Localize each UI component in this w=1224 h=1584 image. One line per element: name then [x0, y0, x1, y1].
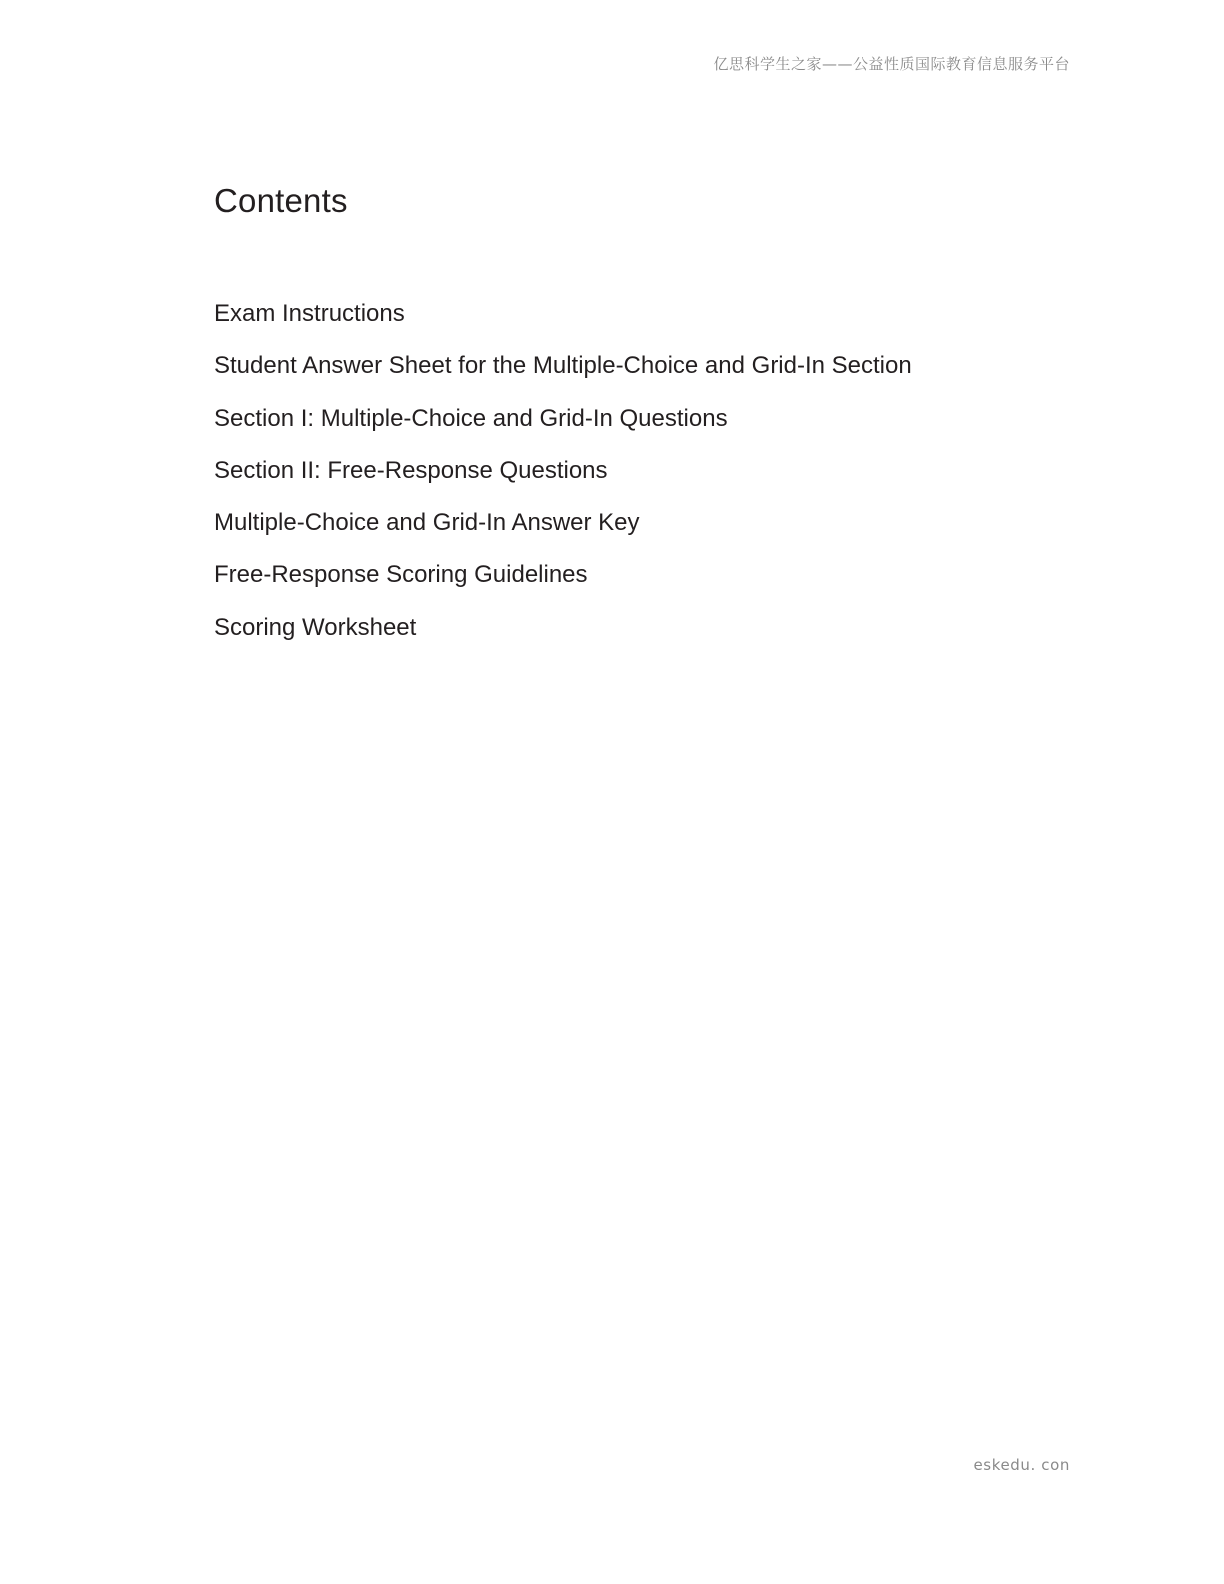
toc-item-section-two[interactable]: Section II: Free-Response Questions	[214, 456, 608, 484]
toc-item-section-one[interactable]: Section I: Multiple-Choice and Grid-In Questions	[214, 404, 728, 432]
toc-item-scoring-guidelines[interactable]: Free-Response Scoring Guidelines	[214, 561, 588, 589]
footer-watermark: eskedu. con	[973, 1456, 1070, 1474]
page-title: Contents	[214, 182, 348, 219]
header-watermark: 亿思科学生之家——公益性质国际教育信息服务平台	[713, 55, 1070, 73]
table-of-contents	[214, 288, 912, 654]
toc-item-exam-instructions[interactable]: Exam Instructions	[214, 300, 405, 327]
toc-item-scoring-worksheet[interactable]: Scoring Worksheet	[214, 613, 417, 641]
toc-item-student-answer-sheet[interactable]: Student Answer Sheet for the Multiple-Choice and Grid-In Section	[214, 352, 912, 380]
toc-item-answer-key[interactable]: Multiple-Choice and Grid-In Answer Key	[214, 509, 640, 537]
